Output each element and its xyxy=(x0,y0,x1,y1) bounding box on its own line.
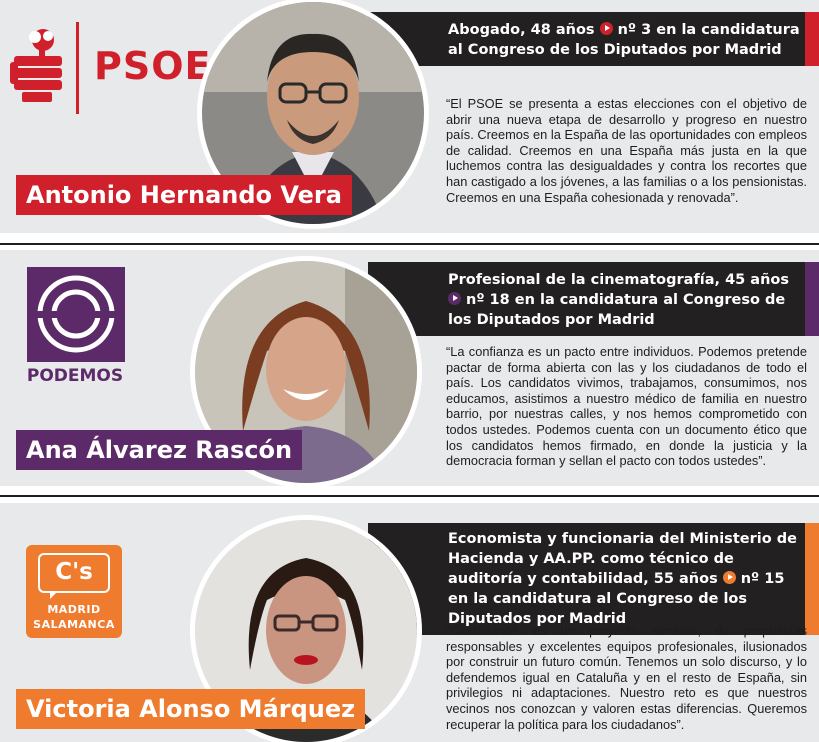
candidate-list-position: nº 18 en la candidatura al Congreso de los Diputados por Madrid xyxy=(448,292,786,328)
candidate-profile xyxy=(448,270,805,330)
candidate-quote: “La confianza es un pacto entre individuos. Podemos pretende pactar de forma abierta con las y los ciudadanos de todo el país. Los candidatos vivimos, trabajamos, consumimos, nos educamos, asistimos a nuestro médico de familia en nuestro barrio, por nuestras calles, y nos hemos comprometido con todos ustedes. Podemos cuenta con un documento ético que los candidatos hemos firmado, en donde la justicia y la democracia forman y sellan el pacto con todos ustedes”. xyxy=(446,344,807,469)
candidate-header-bar xyxy=(368,262,819,336)
psoe-logo-divider xyxy=(76,22,79,114)
psoe-logo-text: PSOE xyxy=(94,44,212,88)
candidate-list-position: nº 3 en la candidatura al Congreso de los Diputados por Madrid xyxy=(448,22,800,58)
podemos-circles-logo-icon xyxy=(27,267,125,362)
play-arrow-icon xyxy=(448,292,461,305)
party-accent-stripe xyxy=(805,523,819,635)
candidate-profile xyxy=(448,529,805,629)
podemos-logo-text: PODEMOS xyxy=(26,366,124,386)
psoe-fist-rose-logo-icon xyxy=(10,26,70,104)
party-accent-stripe xyxy=(805,12,819,66)
psoe-candidate-panel xyxy=(0,0,819,233)
candidate-profile xyxy=(448,20,805,60)
candidate-header-bar xyxy=(368,12,819,66)
section-divider xyxy=(0,243,819,245)
candidate-name: Ana Álvarez Rascón xyxy=(16,430,302,470)
party-accent-stripe xyxy=(805,262,819,336)
candidate-header-bar xyxy=(368,523,819,635)
ciudadanos-logo xyxy=(26,545,122,638)
section-divider xyxy=(0,495,819,497)
candidate-profession: Profesional de la cinematografía, 45 años xyxy=(448,272,790,288)
candidate-name: Victoria Alonso Márquez xyxy=(16,689,365,729)
cs-logo-text: C's xyxy=(38,553,110,593)
candidate-profession: Economista y funcionaria del Ministerio de Hacienda y AA.PP. como técnico de auditoría y contabilidad, 55 años xyxy=(448,531,797,587)
candidate-quote: “Ciudadanos es un proyecto sensato, de propuestas responsables y excelentes equipos profesionales, ilusionados por construir un futuro común. Tenemos un solo discurso, y lo defendemos igual en Cataluña y en el resto de España, sin privilegios ni adaptaciones. Nuestro reto es que nuestros vecinos nos conozcan y valoren estas diferencias. Queremos recuperar la política para los ciudadanos”. xyxy=(446,623,807,732)
candidate-profession: Abogado, 48 años xyxy=(448,22,595,38)
cs-logo-line2: SALAMANCA xyxy=(33,618,115,631)
candidate-list-position: nº 15 en la candidatura al Congreso de los Diputados por Madrid xyxy=(448,571,785,627)
ciudadanos-candidate-panel xyxy=(0,503,819,742)
cs-logo-line1: MADRID xyxy=(47,603,101,616)
candidate-quote: “El PSOE se presenta a estas elecciones con el objetivo de abrir una nueva etapa de desarrollo y progreso en nuestro país. Creemos en la España de las oportunidades con empleos de calidad. Creemos en una España más justa en la que luchemos contra las desigualdades y contra los recortes que han castigado a los jóvenes, a las familias o a los pensionistas. Creemos en una España cohesionada y renovada”. xyxy=(446,96,807,205)
play-arrow-icon xyxy=(723,571,736,584)
play-arrow-icon xyxy=(600,22,613,35)
speech-bubble-tail-icon xyxy=(50,591,58,599)
candidate-name: Antonio Hernando Vera xyxy=(16,175,352,215)
